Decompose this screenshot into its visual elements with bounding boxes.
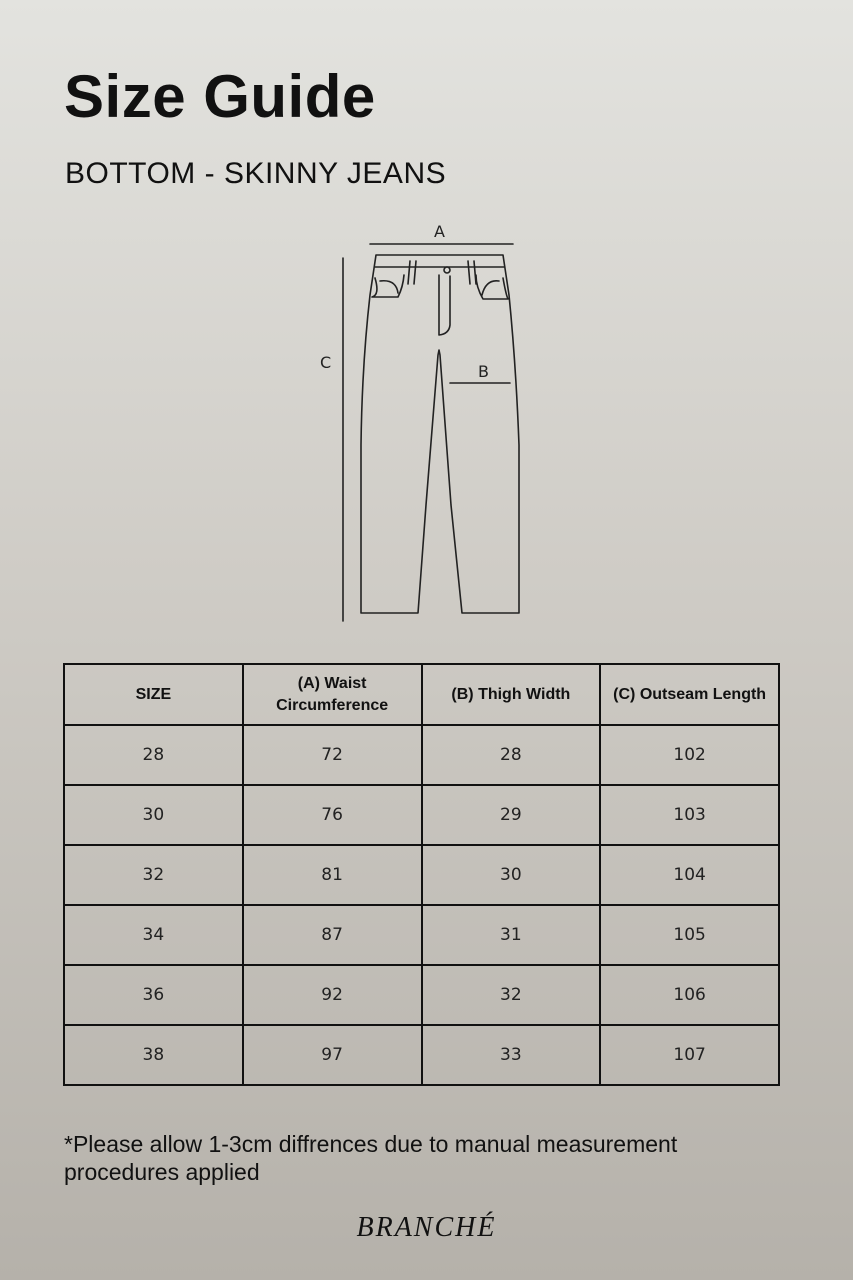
jeans-diagram: [300, 215, 540, 635]
cell-thigh: 32: [422, 965, 601, 1025]
cell-thigh: 28: [422, 725, 601, 785]
cell-outseam: 104: [600, 845, 779, 905]
cell-size: 34: [64, 905, 243, 965]
table-row: [64, 845, 779, 905]
note-line1: *Please allow 1-3cm diffrences due to manual measurement: [64, 1131, 678, 1157]
cell-thigh: 33: [422, 1025, 601, 1085]
page-title: Size Guide: [64, 63, 376, 130]
cell-thigh: 31: [422, 905, 601, 965]
label-a: A: [434, 222, 445, 241]
cell-outseam: 107: [600, 1025, 779, 1085]
table-row: [64, 1025, 779, 1085]
table-row: [64, 725, 779, 785]
size-table: [63, 663, 780, 1086]
cell-waist: 76: [243, 785, 422, 845]
table-header-row: [64, 664, 779, 725]
cell-thigh: 30: [422, 845, 601, 905]
cell-outseam: 106: [600, 965, 779, 1025]
header-waist-line1: (A) Waist: [297, 674, 367, 692]
cell-outseam: 105: [600, 905, 779, 965]
jeans-outline: [361, 255, 519, 613]
cell-outseam: 102: [600, 725, 779, 785]
cell-waist: 97: [243, 1025, 422, 1085]
cell-size: 28: [64, 725, 243, 785]
header-waist: [243, 664, 422, 725]
label-c: C: [320, 353, 332, 372]
table-row: [64, 905, 779, 965]
cell-waist: 92: [243, 965, 422, 1025]
cell-thigh: 29: [422, 785, 601, 845]
cell-size: 36: [64, 965, 243, 1025]
header-thigh: (B) Thigh Width: [422, 664, 601, 725]
cell-size: 30: [64, 785, 243, 845]
header-outseam: (C) Outseam Length: [600, 664, 779, 725]
table-row: [64, 965, 779, 1025]
table-row: [64, 785, 779, 845]
cell-waist: 87: [243, 905, 422, 965]
header-waist-line2: Circumference: [276, 696, 389, 714]
header-size: SIZE: [64, 664, 243, 725]
page-subtitle: BOTTOM - SKINNY JEANS: [65, 157, 447, 190]
cell-waist: 72: [243, 725, 422, 785]
cell-size: 32: [64, 845, 243, 905]
cell-waist: 81: [243, 845, 422, 905]
label-b: B: [478, 362, 489, 381]
measurement-note: [64, 1130, 764, 1186]
cell-size: 38: [64, 1025, 243, 1085]
note-line2: procedures applied: [64, 1159, 260, 1185]
cell-outseam: 103: [600, 785, 779, 845]
brand-logo: BRANCHÉ: [356, 1212, 497, 1243]
jeans-diagram-icon: [300, 215, 540, 635]
